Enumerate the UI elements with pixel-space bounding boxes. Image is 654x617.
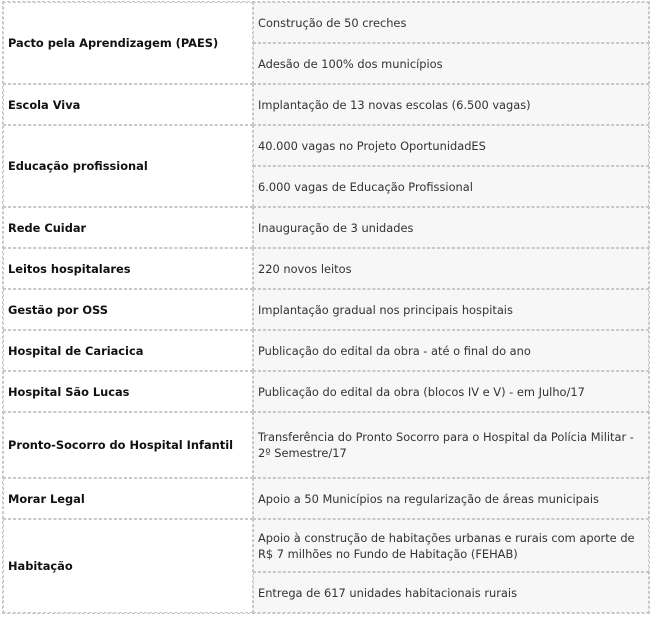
row-label: Rede Cuidar <box>3 207 253 248</box>
table-row <box>3 330 649 371</box>
row-item: Implantação gradual nos principais hospitais <box>253 289 649 330</box>
table-row <box>3 125 649 166</box>
row-item: 220 novos leitos <box>253 248 649 289</box>
row-item: Publicação do edital da obra - até o final do ano <box>253 330 649 371</box>
row-item: 40.000 vagas no Projeto OportunidadES <box>253 125 649 166</box>
table-row <box>3 2 649 43</box>
row-item: Apoio à construção de habitações urbanas e rurais com aporte de R$ 7 milhões no Fundo de Habitação (FEHAB) <box>253 519 649 572</box>
row-label: Habitação <box>3 519 253 613</box>
row-label: Pacto pela Aprendizagem (PAES) <box>3 2 253 84</box>
table-row <box>3 478 649 519</box>
row-item: 6.000 vagas de Educação Profissional <box>253 166 649 207</box>
row-label: Pronto-Socorro do Hospital Infantil <box>3 412 253 478</box>
row-item: Apoio a 50 Municípios na regularização de áreas municipais <box>253 478 649 519</box>
table-row <box>3 289 649 330</box>
row-item: Construção de 50 creches <box>253 2 649 43</box>
row-label: Morar Legal <box>3 478 253 519</box>
table-row <box>3 371 649 412</box>
table-row <box>3 84 649 125</box>
table-row <box>3 248 649 289</box>
row-item: Implantação de 13 novas escolas (6.500 vagas) <box>253 84 649 125</box>
row-label: Hospital São Lucas <box>3 371 253 412</box>
row-item: Transferência do Pronto Socorro para o Hospital da Polícia Militar - 2º Semestre/17 <box>253 412 649 478</box>
table-row <box>3 412 649 478</box>
row-label: Educação profissional <box>3 125 253 207</box>
row-label: Escola Viva <box>3 84 253 125</box>
row-item: Inauguração de 3 unidades <box>253 207 649 248</box>
row-label: Gestão por OSS <box>3 289 253 330</box>
row-item: Adesão de 100% dos municípios <box>253 43 649 84</box>
actions-table <box>2 1 650 614</box>
row-label: Leitos hospitalares <box>3 248 253 289</box>
row-label: Hospital de Cariacica <box>3 330 253 371</box>
table-row <box>3 519 649 572</box>
table-row <box>3 207 649 248</box>
row-item: Entrega de 617 unidades habitacionais rurais <box>253 572 649 613</box>
row-item: Publicação do edital da obra (blocos IV e V) - em Julho/17 <box>253 371 649 412</box>
